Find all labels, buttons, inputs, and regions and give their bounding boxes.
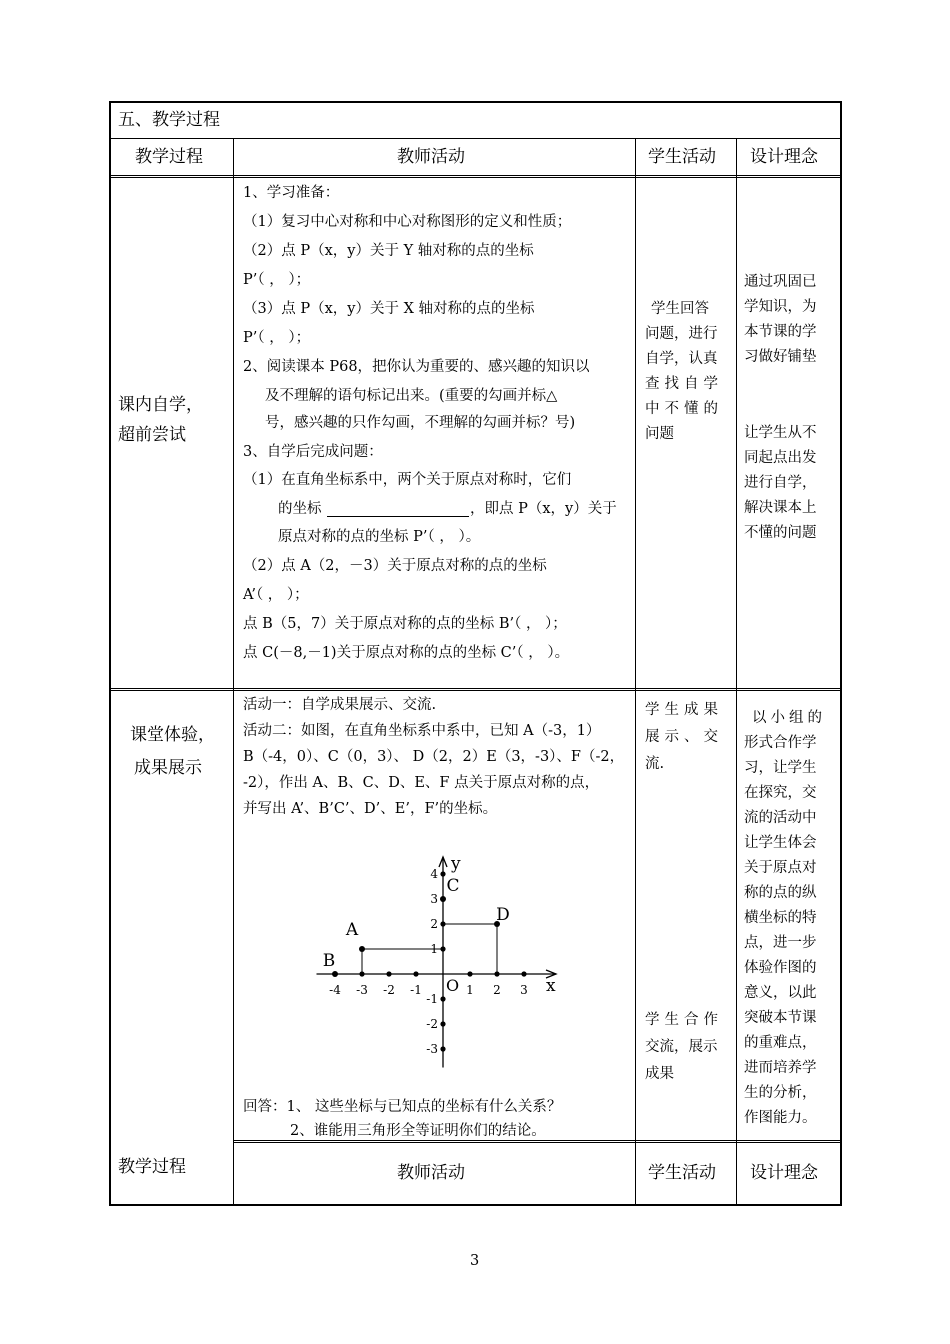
row-divider	[234, 1142, 842, 1143]
data-point	[359, 946, 365, 952]
teacher-line: B（-4，0）、C（0，3）、 D（2，2）E（3，-3）、F（-2，	[243, 749, 625, 765]
design-line: 解决课本上	[744, 500, 817, 516]
header-teacher: 教师活动	[397, 1163, 465, 1183]
design-line: 让学生体会	[744, 835, 817, 851]
teacher-line: 点 B（5，7）关于原点对称的点的坐标 B’（ ， ）；	[243, 616, 567, 632]
teacher-line: P’（ ， ）；	[243, 272, 311, 288]
design-line: 生的分析，	[744, 1085, 817, 1101]
student-line: 问题	[645, 426, 674, 442]
y-tick-label: -1	[426, 992, 438, 1006]
design-line: 点，进一步	[744, 935, 817, 951]
teacher-line: （1）在直角坐标系中，两个关于原点对称时，它们	[243, 472, 572, 488]
stage-label: 教学过程	[118, 1157, 186, 1177]
teacher-line: P’（ ， ）；	[243, 330, 311, 346]
col-divider	[233, 138, 234, 1205]
teacher-line: 原点对称的点的坐标 P’（ ， ）。	[278, 529, 481, 545]
teacher-line: ，即点 P（x，y）关于	[470, 501, 617, 517]
row-divider	[109, 688, 842, 689]
page-number: 3	[470, 1253, 480, 1269]
table-border-bottom	[109, 1204, 842, 1206]
stage-label: 超前尝试	[118, 425, 186, 445]
header-design: 设计理念	[750, 1163, 818, 1183]
x-tick-label: 1	[466, 983, 474, 997]
design-line: 习做好铺垫	[744, 349, 817, 365]
point-label: A	[345, 920, 359, 940]
stage-label: 课内自学，	[118, 395, 203, 415]
header-student: 学生活动	[648, 1163, 716, 1183]
data-point	[332, 971, 338, 977]
design-line: 同起点出发	[744, 450, 817, 466]
teacher-line: （3）点 P（x，y）关于 X 轴对称的点的坐标	[243, 301, 535, 317]
design-line: 突破本节课	[744, 1010, 817, 1026]
teacher-line: 1、学习准备：	[243, 185, 340, 201]
fill-blank-line	[327, 516, 469, 517]
design-line: 进行自学，	[744, 475, 817, 491]
x-tick-label: -4	[329, 983, 341, 997]
student-line: 问题，进行	[645, 326, 718, 342]
design-line: 不懂的问题	[744, 525, 817, 541]
design-line: 形式合作学	[744, 735, 817, 751]
design-line: 学知识，为	[744, 299, 817, 315]
row-divider	[109, 175, 842, 176]
y-tick-label: 1	[430, 942, 438, 956]
x-tick-label: 2	[493, 983, 501, 997]
x-tick-label: 3	[520, 983, 528, 997]
teacher-line: -2），作出 A、B、C、D、E、F 点关于原点对称的点，	[243, 775, 600, 791]
teacher-line: 活动二：如图，在直角坐标系中系中，已知 A（-3，1）	[243, 723, 601, 739]
teacher-line: （1）复习中心对称和中心对称图形的定义和性质；	[243, 214, 572, 230]
student-line: 成果	[645, 1066, 674, 1082]
teacher-line: （2）点 A（2，－3）关于原点对称的点的坐标	[243, 558, 547, 574]
table-border-right	[840, 101, 842, 1206]
x-tick-label: -1	[410, 983, 422, 997]
design-line: 横坐标的特	[744, 910, 817, 926]
design-line: 让学生从不	[744, 425, 817, 441]
student-line: 流.	[645, 756, 665, 772]
row-divider	[109, 690, 842, 691]
x-tick-dot	[413, 971, 418, 976]
col-divider	[736, 138, 737, 1205]
answer-line: 回答：1、 这些坐标与已知点的坐标有什么关系？	[243, 1099, 562, 1115]
design-line: 本节课的学	[744, 324, 817, 340]
x-axis-label: x	[546, 976, 556, 996]
section-title: 五、教学过程	[118, 110, 220, 130]
x-tick-dot	[386, 971, 391, 976]
design-line: 称的点的纵	[744, 885, 817, 901]
row-divider	[109, 138, 842, 139]
y-tick-dot	[440, 1046, 445, 1051]
data-point	[440, 896, 446, 902]
answer-line: 2、谁能用三角形全等证明你们的结论。	[290, 1123, 546, 1139]
point-label: B	[322, 951, 336, 971]
teacher-line: 及不理解的语句标记出来。(重要的勾画并标△	[265, 388, 558, 404]
design-line: 关于原点对	[744, 860, 817, 876]
teacher-line: 的坐标	[278, 501, 322, 517]
point-label: D	[496, 905, 510, 925]
teacher-line: 2、阅读课本 P68，把你认为重要的、感兴趣的知识以	[243, 359, 590, 375]
y-tick-label: -3	[426, 1042, 438, 1056]
design-line: 在探究，交	[744, 785, 817, 801]
teacher-line: 点 C(－8,－1)关于原点对称的点的坐标 C’（ ， ）。	[243, 645, 570, 661]
design-line: 体验作图的	[744, 960, 817, 976]
teacher-line: 活动一：自学成果展示、交流.	[243, 697, 437, 713]
y-tick-label: 3	[430, 892, 438, 906]
design-line: 的重难点，	[744, 1035, 817, 1051]
y-tick-dot	[440, 1021, 445, 1026]
student-line: 展示、交	[645, 729, 723, 745]
student-line: 查找自学	[645, 376, 723, 392]
teacher-line: A’（ ， ）；	[243, 587, 309, 603]
design-line: 作图能力。	[744, 1110, 817, 1126]
student-line: 学生合作	[645, 1012, 723, 1028]
teacher-line: 3、自学后完成问题：	[243, 444, 383, 460]
y-tick-dot	[440, 871, 445, 876]
student-line: 学生回答	[651, 301, 709, 317]
header-teacher: 教师活动	[397, 147, 465, 167]
y-tick-label: -2	[426, 1017, 438, 1031]
stage-label: 成果展示	[134, 758, 202, 778]
header-student: 学生活动	[648, 147, 716, 167]
design-line: 进而培养学	[744, 1060, 817, 1076]
x-tick-dot	[521, 971, 526, 976]
teacher-line: （2）点 P（x，y）关于 Y 轴对称的点的坐标	[243, 243, 534, 259]
student-line: 中不懂的	[645, 401, 723, 417]
y-tick-dot	[440, 996, 445, 1001]
x-tick-dot	[467, 971, 472, 976]
point-label: C	[446, 876, 460, 896]
design-line: 以小组的	[752, 710, 826, 726]
design-line: 通过巩固已	[744, 274, 817, 290]
header-design: 设计理念	[750, 147, 818, 167]
stage-label: 课堂体验，	[130, 725, 215, 745]
design-line: 习，让学生	[744, 760, 817, 776]
design-line: 流的活动中	[744, 810, 817, 826]
teacher-line: 号，感兴趣的只作勾画，不理解的勾画并标？号)	[265, 415, 576, 431]
row-divider	[109, 177, 842, 178]
header-stage: 教学过程	[135, 147, 203, 167]
coordinate-chart	[236, 822, 636, 1092]
x-tick-label: -2	[383, 983, 395, 997]
design-line: 意义，以此	[744, 985, 817, 1001]
table-border-top	[109, 101, 842, 103]
origin-label: O	[446, 976, 460, 995]
student-line: 学生成果	[645, 702, 723, 718]
table-border-left	[109, 101, 111, 1206]
y-tick-label: 4	[430, 867, 438, 881]
y-tick-label: 2	[430, 917, 438, 931]
teacher-line: 并写出 A’、B’C’、D’、E’，F’的坐标。	[243, 801, 498, 817]
y-axis-label: y	[451, 854, 461, 874]
student-line: 自学，认真	[645, 351, 718, 367]
x-tick-label: -3	[356, 983, 368, 997]
student-line: 交流，展示	[645, 1039, 718, 1055]
